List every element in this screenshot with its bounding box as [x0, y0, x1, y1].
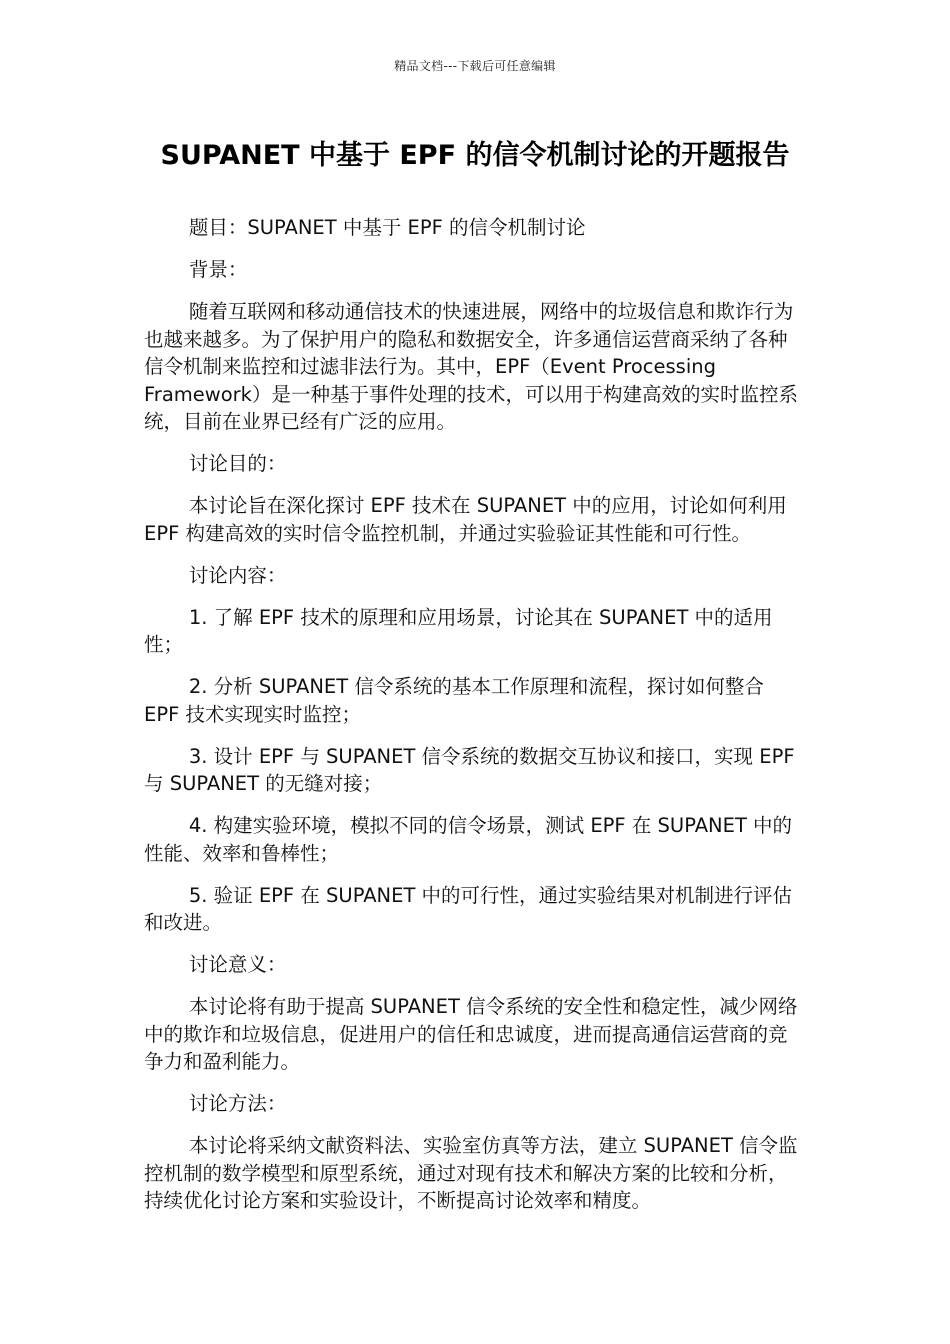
content-item-1: 1. 了解 EPF 技术的原理和应用场景，讨论其在 SUPANET 中的适用性；	[144, 605, 773, 656]
content-item-3: 3. 设计 EPF 与 SUPANET 信令系统的数据交互协议和接口，实现 EPF 与 SUPANET 的无缝对接；	[144, 744, 795, 795]
document-title: SUPANET 中基于 EPF 的信令机制讨论的开题报告	[160, 140, 790, 171]
background-paragraph: 随着互联网和移动通信技术的快速进展，网络中的垃圾信息和欺诈行为也越来越多。为了保护用户的隐私和数据安全，许多通信运营商采纳了各种信令机制来监控和过滤非法行为。其中，EPF（Event Processing Framework）是一种基于事件处理的技术，可以用于构建高效的实时监控系统，目前在业界已经有广泛的应用。	[144, 300, 798, 433]
content-item-4: 4. 构建实验环境，模拟不同的信令场景，测试 EPF 在 SUPANET 中的性能、效率和鲁棒性；	[144, 814, 793, 865]
section-heading-method: 讨论方法：	[188, 1092, 287, 1115]
content-item-5: 5. 验证 EPF 在 SUPANET 中的可行性，通过实验结果对机制进行评估和改进。	[144, 883, 793, 934]
significance-paragraph: 本讨论将有助于提高 SUPANET 信令系统的安全性和稳定性，减少网络中的欺诈和垃圾信息，促进用户的信任和忠诚度，进而提高通信运营商的竞争力和盈利能力。	[144, 995, 798, 1073]
document-body	[144, 214, 804, 1229]
content-item-2: 2. 分析 SUPANET 信令系统的基本工作原理和流程，探讨如何整合 EPF 技术实现实时监控；	[144, 675, 764, 726]
topic-line: 题目：SUPANET 中基于 EPF 的信令机制讨论	[188, 216, 586, 239]
section-heading-purpose: 讨论目的：	[188, 452, 287, 475]
purpose-paragraph: 本讨论旨在深化探讨 EPF 技术在 SUPANET 中的应用，讨论如何利用 EPF 构建高效的实时信令监控机制，并通过实验验证其性能和可行性。	[144, 494, 787, 545]
header-note: 精品文档---下载后可任意编辑	[394, 59, 556, 73]
method-paragraph: 本讨论将采纳文献资料法、实验室仿真等方法，建立 SUPANET 信令监控机制的数学模型和原型系统，通过对现有技术和解决方案的比较和分析，持续优化讨论方案和实验设计，不断提高讨论效率和精度。	[144, 1134, 798, 1212]
section-heading-background: 背景：	[188, 258, 248, 281]
section-heading-significance: 讨论意义：	[188, 953, 287, 976]
section-heading-content: 讨论内容：	[188, 563, 287, 587]
